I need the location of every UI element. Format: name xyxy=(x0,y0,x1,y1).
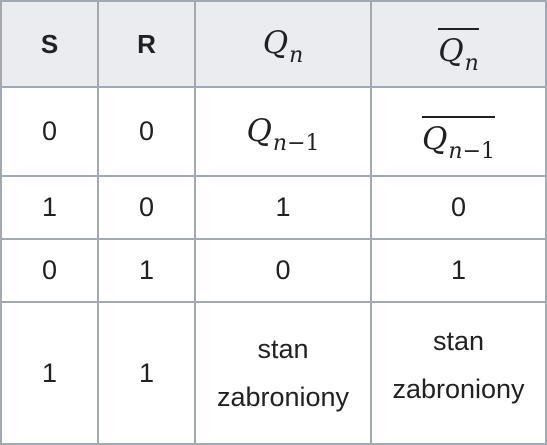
cell-r: 1 xyxy=(98,302,195,444)
cell-q xyxy=(195,87,371,176)
cell-q-bar xyxy=(371,302,546,444)
forbidden-line1: stan xyxy=(257,334,309,364)
forbidden-line2: zabroniony xyxy=(392,374,525,404)
cell-s: 1 xyxy=(1,302,98,444)
qn-bar-sub: n xyxy=(464,51,479,76)
cell-r: 0 xyxy=(98,87,195,176)
q-bar-prev-sub-op: − xyxy=(462,138,482,164)
q-bar-prev-sub-n: n xyxy=(448,138,463,164)
q-prev-sub xyxy=(273,131,320,156)
cell-q-bar: 0 xyxy=(371,176,546,239)
table-row xyxy=(1,302,546,444)
table-row xyxy=(1,239,546,302)
forbidden-line1: stan xyxy=(432,326,485,356)
header-qn xyxy=(195,1,371,87)
qn-math xyxy=(262,25,304,68)
cell-s: 0 xyxy=(1,239,98,302)
qn-base: Q xyxy=(262,25,289,61)
table-row xyxy=(1,176,546,239)
qn-bar-base: Q xyxy=(438,33,464,69)
cell-s: 1 xyxy=(1,176,98,239)
cell-q xyxy=(195,302,371,444)
forbidden-state-text xyxy=(196,325,370,421)
cell-q-bar xyxy=(371,87,546,176)
header-s: S xyxy=(1,1,98,87)
q-bar-prev-sub-num: 1 xyxy=(481,138,496,164)
q-bar-prev-math xyxy=(421,116,496,164)
q-bar-prev-sub xyxy=(448,139,495,164)
q-prev-sub-num: 1 xyxy=(305,130,320,156)
q-prev-sub-n: n xyxy=(272,130,288,156)
qn-bar-math xyxy=(438,28,479,76)
header-r: R xyxy=(98,1,195,87)
cell-q: 0 xyxy=(195,239,371,302)
header-qn-bar xyxy=(371,1,546,87)
cell-r: 0 xyxy=(98,176,195,239)
header-row xyxy=(1,1,546,87)
table-row xyxy=(1,87,546,176)
qn-sub: n xyxy=(289,43,304,68)
cell-s: 0 xyxy=(1,87,98,176)
q-prev-base: Q xyxy=(246,112,272,149)
forbidden-line2: zabroniony xyxy=(216,382,350,412)
cell-r: 1 xyxy=(98,239,195,302)
cell-q-bar: 1 xyxy=(371,239,546,302)
q-bar-prev-base: Q xyxy=(421,120,448,157)
cell-q: 1 xyxy=(195,176,371,239)
forbidden-state-text xyxy=(372,317,545,413)
q-prev-math xyxy=(246,112,320,156)
q-prev-sub-op: − xyxy=(287,130,306,156)
